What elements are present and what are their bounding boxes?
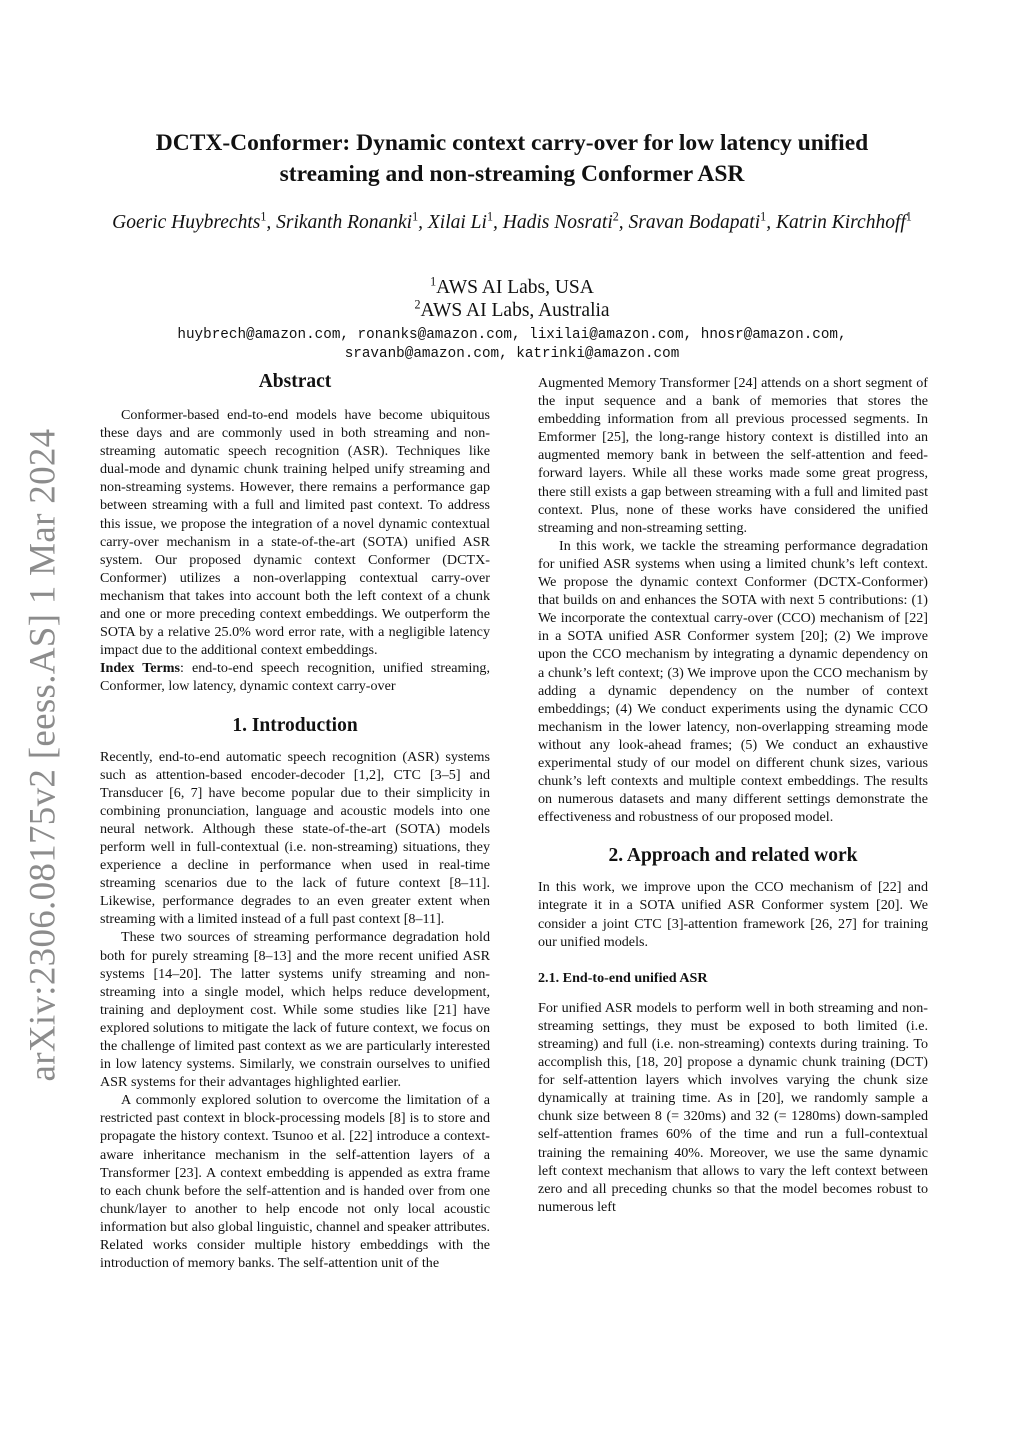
abstract-heading: Abstract [258, 371, 332, 392]
approach-heading: 2. Approach and related work [608, 845, 858, 867]
author-list: Goeric Huybrechts$^1$, Srikanth Ronanki$^1$, Xilai Li$^1$, Hadis Nosrati$^2$, Sravan Bodapati$^1$, Katrin Kirchhoff$^1$ [112, 209, 912, 233]
author: Xilai Li$^1$ [427, 209, 493, 233]
intro-paragraph-2: These two sources of streaming performance degradation hold both for purely streaming [8–13] and the more recent unified ASR systems [14–20]. The latter systems unify streaming and non-streaming into a single model, which helps reduce development, training and deployment cost. While some studies like [21] have explored solutions to mitigate the lack of future context, we focus on the challenge of limited past context as we are particularly interested in low latency systems. Similarly, we constrain ourselves to unified ASR systems for their advantages highlighted earlier. [100, 929, 490, 1091]
arxiv-identifier: arXiv:2306.08175v2 [eess.AS] 1 Mar 2024 [22, 428, 64, 1082]
author: Katrin Kirchhoff$^1$ [775, 209, 912, 233]
affiliations [100, 276, 924, 322]
author: Goeric Huybrechts$^1$ [112, 209, 267, 233]
subsection-heading: 2.1. End-to-end unified ASR [538, 969, 708, 986]
intro-paragraph-3-continued: Augmented Memory Transformer [24] attends on a short segment of the input sequence and a bank of memories that stores the embedding information from all previous processed segments. In Emformer [25], the long-range history context is distilled into an augmented memory bank in between the self-attention and feed-forward layers. While all these works made some great progress, there still exists a gap between streaming with a full and limited past context. Plus, none of these works have considered the unified streaming and non-streaming setting. [538, 375, 928, 536]
approach-paragraph-2: For unified ASR models to perform well in both streaming and non-streaming settings, they must be exposed to both limited (i.e. streaming) and full (i.e. non-streaming) contexts during training. To accomplish this, [18, 20] propose a dynamic chunk training (DCT) for self-attention layers which involves varying the chunk size dynamically at training time. As in [20], we randomly sample a chunk size between 8 (= 320ms) and 32 (= 1280ms) down-sampled self-attention frames 60% of the time and run a full-contextual training the remaining 40%. Moreover, we use the same dynamic left context mechanism that allows to vary the left context between zero and all preceding chunks so that the model becomes robust to numerous left [538, 999, 928, 1215]
affiliation: $^1$AWS AI Labs, USA [430, 274, 594, 298]
title-line-1: DCTX-Conformer: Dynamic context carry-over for low latency unified [155, 130, 869, 156]
affiliation: $^2$AWS AI Labs, Australia [414, 297, 610, 321]
intro-paragraph-1: Recently, end-to-end automatic speech recognition (ASR) systems such as attention-based encoder-decoder [1,2], CTC [3–5] and Transducer [6, 7] have become popular due to their simplicity in combining pronunciation, language and acoustic models into one neural network. Although these state-of-the-art (SOTA) models perform well in full-contextual (i.e. non-streaming) situations, they experience a decline in performance when used in real-time streaming scenarios due to the lack of future context [8–11]. Likewise, performance degrades to an even greater extent when streaming with a limited instead of a full past context [8–11]. [100, 748, 490, 928]
author: Sravan Bodapati$^1$ [628, 209, 767, 233]
title-line-2: streaming and non-streaming Conformer ASR [279, 161, 745, 187]
left-column [100, 370, 490, 1272]
index-terms: Index Terms: end-to-end speech recognition, unified streaming, Conformer, low latency, dynamic context carry-over [100, 660, 491, 695]
author: Hadis Nosrati$^2$ [502, 209, 619, 233]
intro-heading: 1. Introduction [232, 714, 358, 736]
approach-paragraph-1: In this work, we improve upon the CCO mechanism of [22] and integrate it in a SOTA unified ASR Conformer system [20]. We consider a joint CTC [3]-attention framework [26, 27] for training our unified models. [538, 879, 928, 950]
paper-title [100, 128, 924, 190]
abstract-text: Conformer-based end-to-end models have become ubiquitous these days and are commonly used in both streaming and non-streaming automatic speech recognition (ASR). Techniques like dual-mode and dynamic chunk training helped unify streaming and non-streaming systems. However, there remains a performance gap between streaming with a full and limited past context. To address this issue, we propose the integration of a novel dynamic contextual carry-over mechanism in a state-of-the-art (SOTA) unified ASR system. Our proposed dynamic context Conformer (DCTX-Conformer) utilizes a non-overlapping contextual carry-over mechanism that takes into account both the left context of a chunk and one or more preceding context embeddings. We outperform the SOTA by a relative 25.0% word error rate, with a negligible latency impact due to the additional context embeddings. [100, 407, 490, 659]
intro-paragraph-4: In this work, we tackle the streaming performance degradation for unified ASR systems when using a limited chunk’s left context. We propose the dynamic context Conformer (DCTX-Conformer) that builds on and enhances the SOTA with next 5 contributions: (1) We incorporate the contextual carry-over (CCO) mechanism of [22] in a SOTA unified ASR Conformer system [20]; (2) We improve upon the CCO mechanism by integrating a dynamic dependency on a chunk’s left context; (3) We improve upon the CCO mechanism by adding a dynamic dependency on the number of context embeddings; (4) We conduct experiments using the dynamic CCO mechanism in the lower latency, non-overlapping streaming mode without any look-ahead frames; (5) We conduct an exhaustive experimental study of our model on different chunk sizes, various chunk’s left contexts and multiple context embeddings. The results on numerous datasets and many different settings demonstrate the effectiveness and robustness of our proposed model. [538, 537, 928, 826]
author-emails: huybrech@amazon.com, ronanks@amazon.com, lixilai@amazon.com, hnosr@amazon.com, sravanb@amazon.com, katrinki@amazon.com [177, 327, 847, 362]
intro-paragraph-3: A commonly explored solution to overcome the limitation of a restricted past context in block-processing models [8] is to store and propagate the history context. Tsunoo et al. [22] introduce a context-aware inheritance mechanism in the self-attention layers of a Transformer [23]. A context embedding is appended as extra frame to each chunk before the self-attention and is handed over from one chunk/layer to another to help encode not only local acoustic information but also global linguistic, channel and speaker attributes. Related works consider multiple history embeddings with the introduction of memory banks. The self-attention unit of the [100, 1092, 490, 1272]
author: Srikanth Ronanki$^1$ [276, 209, 419, 233]
right-column [538, 374, 928, 1216]
